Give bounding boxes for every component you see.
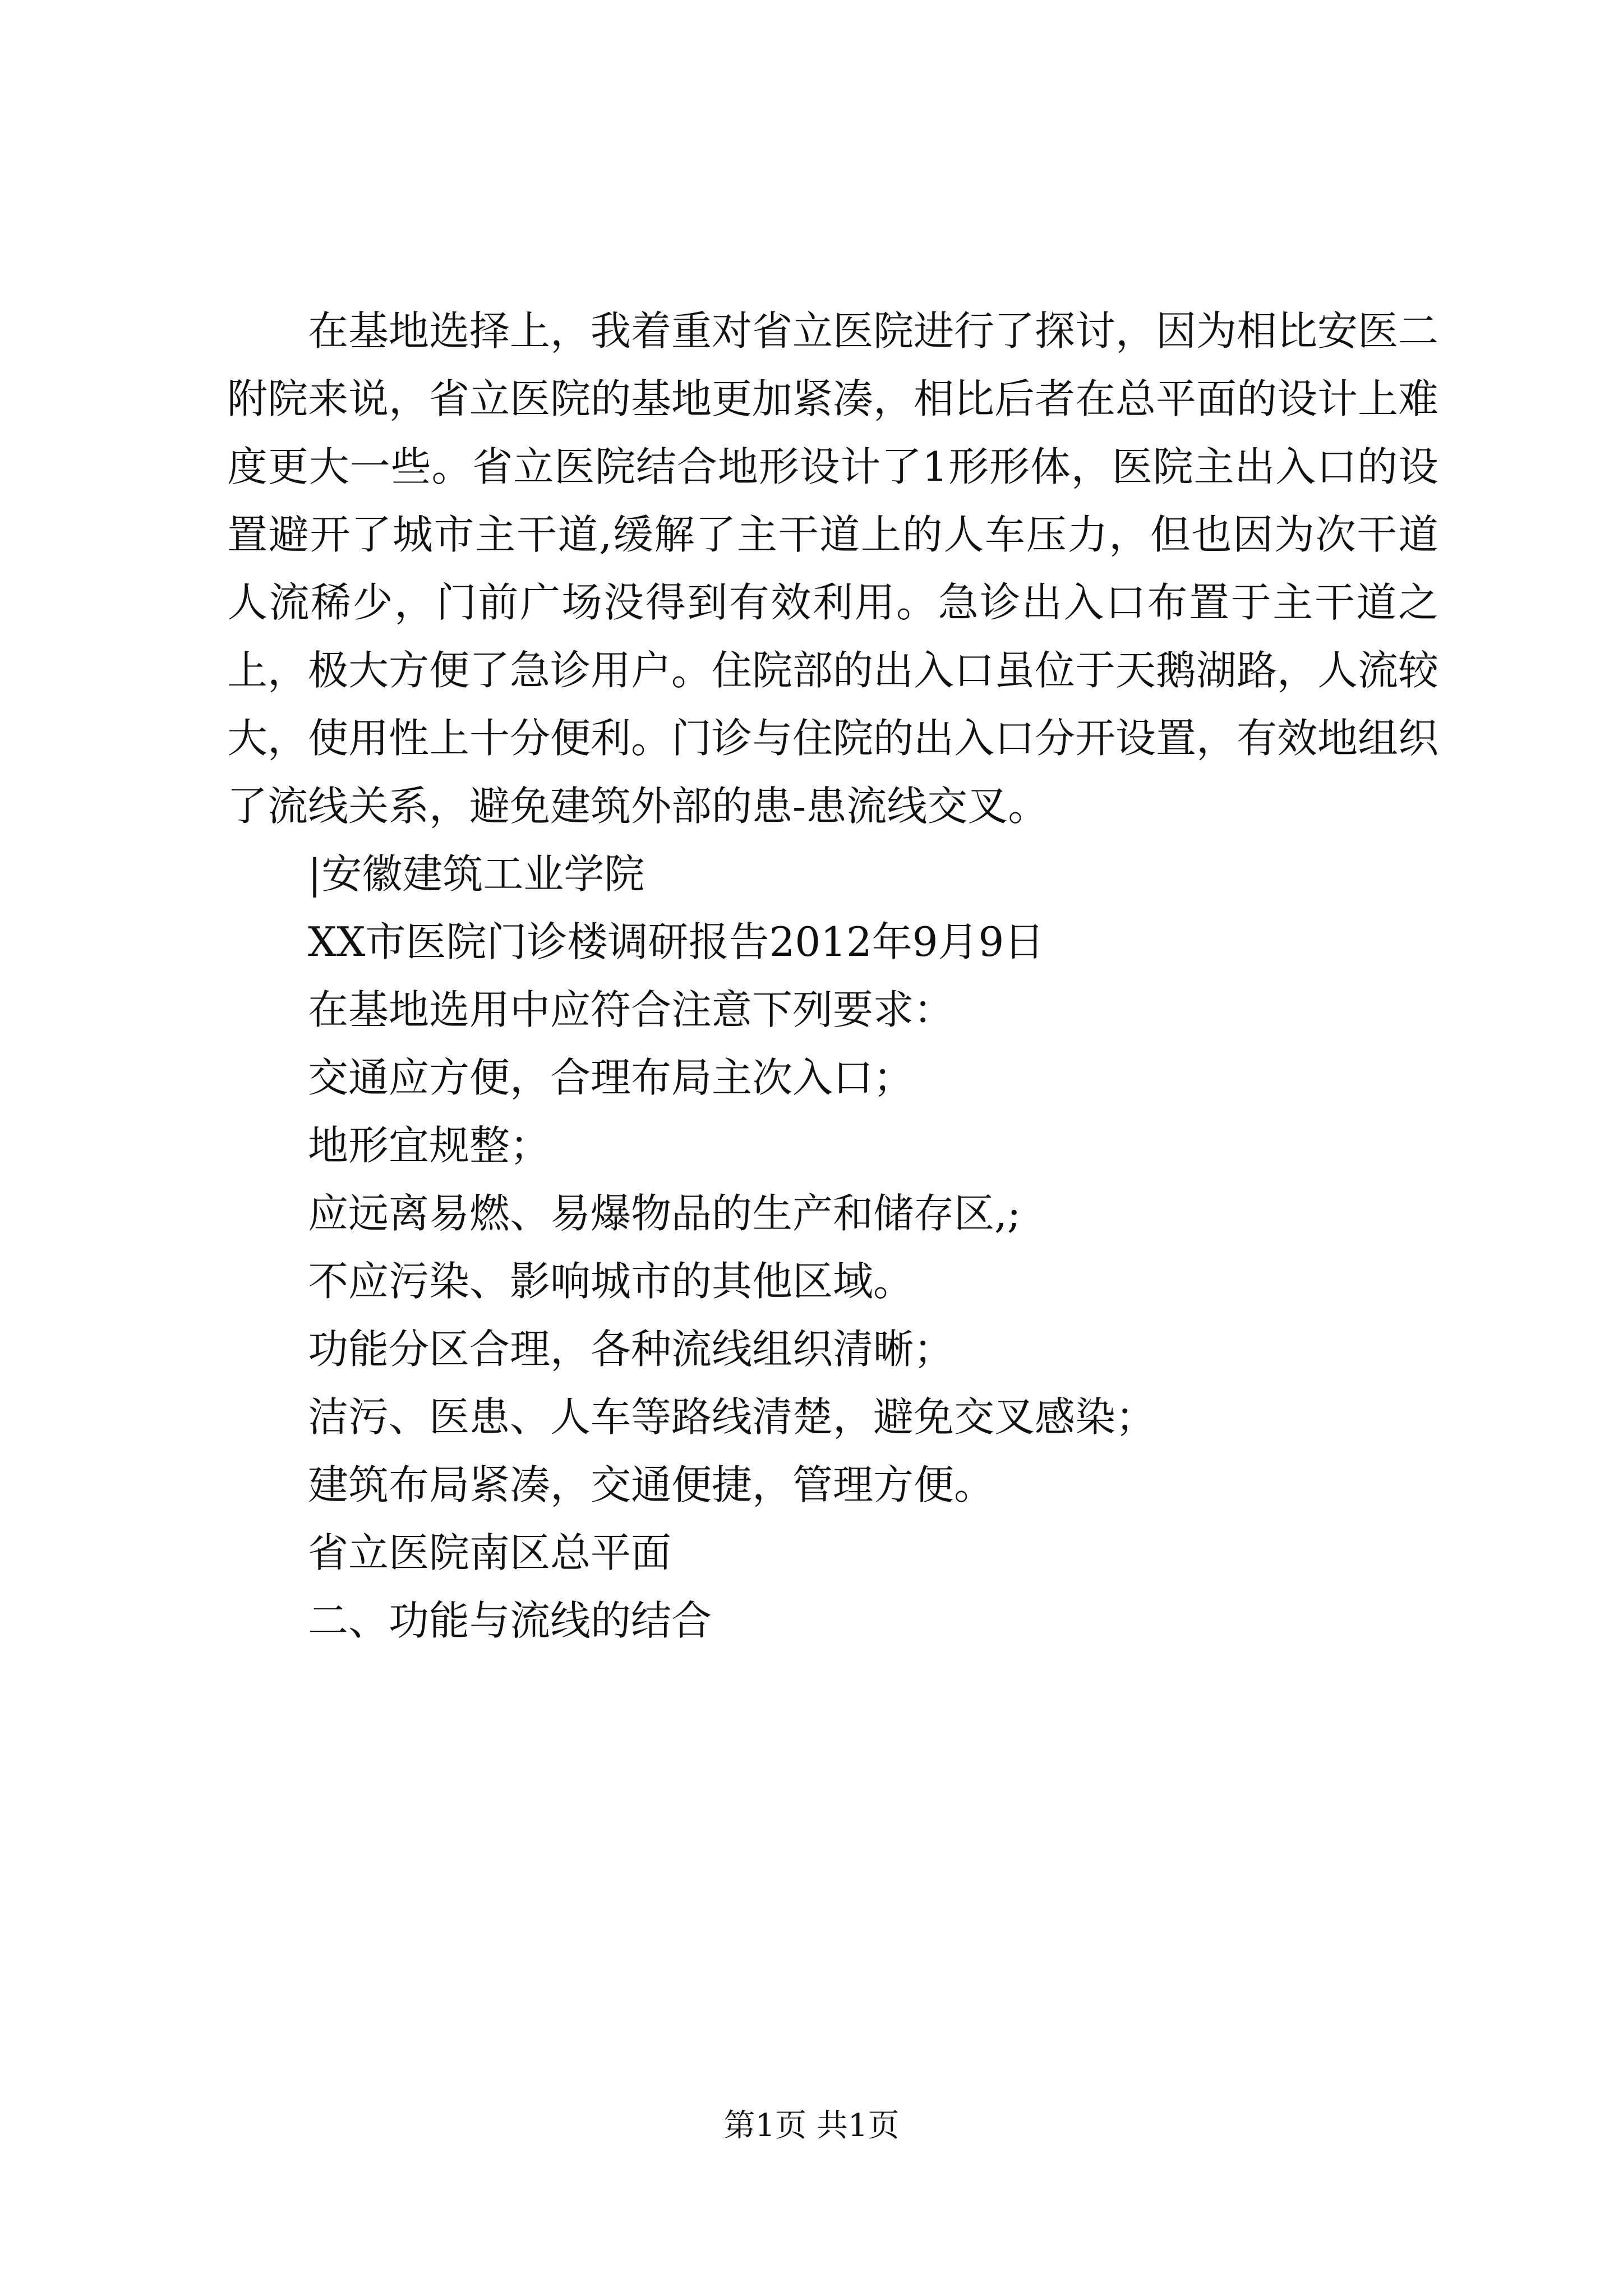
text-line-routes: 洁污、医患、人车等路线清楚，避免交叉感染； bbox=[308, 1393, 1156, 1441]
intro-paragraph: 在基地选择上，我着重对省立医院进行了探讨，因为相比安医二附院来说，省立医院的基地更加紧凑，相比后者在总平面的设计上难度更大一些。省立医院结合地形设计了1形形体，医院主出入口的设置避开了城市主干道,缓解了主干道上的人车压力，但也因为次干道人流稀少，门前广场没得到有效利用。急诊出入口布置于主干道之上，极大方便了急诊用户。住院部的出入口虽位于天鹅湖路，人流较大，使用性上十分便利。门诊与住院的出入口分开设置，有效地组织了流线关系，避免建筑外部的患-患流线交叉。 bbox=[227, 307, 1439, 830]
page-number-footer: 第1页 共1页 bbox=[723, 2108, 900, 2144]
text-line-school: |安徽建筑工业学院 bbox=[308, 850, 645, 898]
text-line-no-pollution: 不应污染、影响城市的其他区域。 bbox=[308, 1258, 914, 1305]
text-line-report-title: XX市医院门诊楼调研报告2012年9月9日 bbox=[308, 918, 1045, 965]
section-heading-function-flow: 二、功能与流线的结合 bbox=[308, 1597, 712, 1644]
text-line-site-plan: 省立医院南区总平面 bbox=[308, 1529, 672, 1576]
text-line-compact-layout: 建筑布局紧凑，交通便捷，管理方便。 bbox=[308, 1461, 995, 1508]
text-line-traffic: 交通应方便，合理布局主次入口； bbox=[308, 1054, 914, 1101]
text-line-function-zones: 功能分区合理，各种流线组织清晰； bbox=[308, 1326, 955, 1373]
text-line-requirements-intro: 在基地选用中应符合注意下列要求： bbox=[308, 986, 955, 1033]
text-line-terrain: 地形宜规整； bbox=[308, 1122, 551, 1169]
document-body bbox=[227, 297, 1438, 1655]
text-line-hazard-distance: 应远离易燃、易爆物品的生产和储存区,; bbox=[308, 1190, 1021, 1237]
